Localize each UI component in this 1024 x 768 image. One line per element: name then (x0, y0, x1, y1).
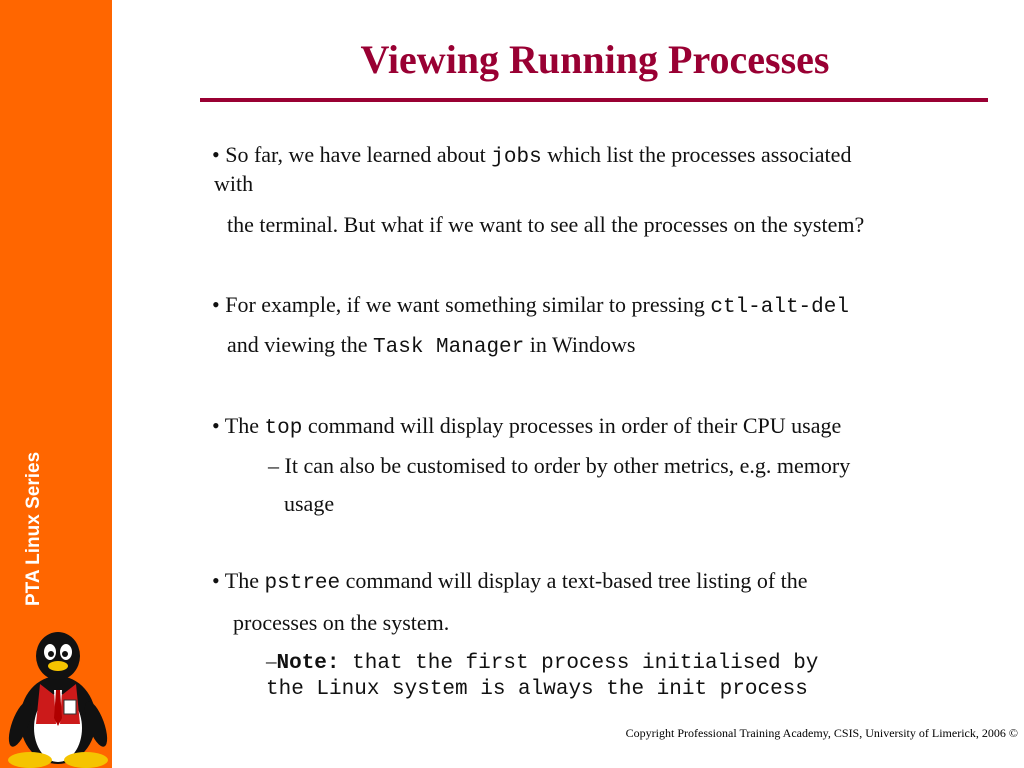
slide-title: Viewing Running Processes (360, 37, 830, 82)
sub-bullet-dash: – (268, 453, 279, 478)
code-top: top (264, 417, 303, 440)
note-dash: – (266, 649, 277, 673)
bullet-jobs (212, 142, 851, 171)
title-divider (200, 98, 988, 102)
code-task-manager: Task Manager (373, 336, 525, 359)
sidebar (0, 0, 112, 768)
bullet-top (212, 413, 841, 442)
bullet-text: • For example, if we want something similar to pressing (212, 292, 711, 317)
code-ctl-alt-del: ctl-alt-del (710, 296, 849, 319)
bullet-continuation (227, 332, 635, 361)
sidebar-title: PTA Linux Series (23, 451, 44, 606)
bullet-text: • So far, we have learned about (212, 142, 492, 167)
code-jobs: jobs (491, 146, 542, 169)
copyright-footer: Copyright Professional Training Academy, CSIS, University of Limerick, 2006 © (625, 726, 1018, 740)
bullet-text: It can also be customised to order by other metrics, e.g. memory (284, 453, 851, 478)
note-block (266, 648, 818, 703)
tux-penguin-icon (4, 628, 112, 768)
bullet-text: command will display processes in order of their CPU usage (302, 413, 842, 438)
bullet-ctl-alt-del (212, 292, 849, 321)
note-text-line2: the Linux system is always the init process (266, 678, 808, 701)
bullet-text: command will display a text-based tree listing of the (340, 568, 808, 593)
bullet-text: • The (212, 568, 265, 593)
bullet-continuation: processes on the system. (233, 610, 450, 635)
bullet-pstree (212, 568, 808, 597)
note-label: Note: (276, 652, 340, 675)
bullet-text: in Windows (524, 332, 636, 357)
sub-bullet-continuation: usage (284, 491, 335, 516)
bullet-text: • The (212, 413, 265, 438)
bullet-text: which list the processes associated (541, 142, 852, 167)
sub-bullet-top (268, 453, 850, 479)
bullet-wrap: with (214, 171, 254, 196)
bullet-text: and viewing the (227, 332, 374, 357)
code-pstree: pstree (264, 572, 341, 595)
note-text: that the first process initialised by (339, 652, 819, 675)
bullet-continuation: the terminal. But what if we want to see all the processes on the system? (227, 212, 865, 237)
